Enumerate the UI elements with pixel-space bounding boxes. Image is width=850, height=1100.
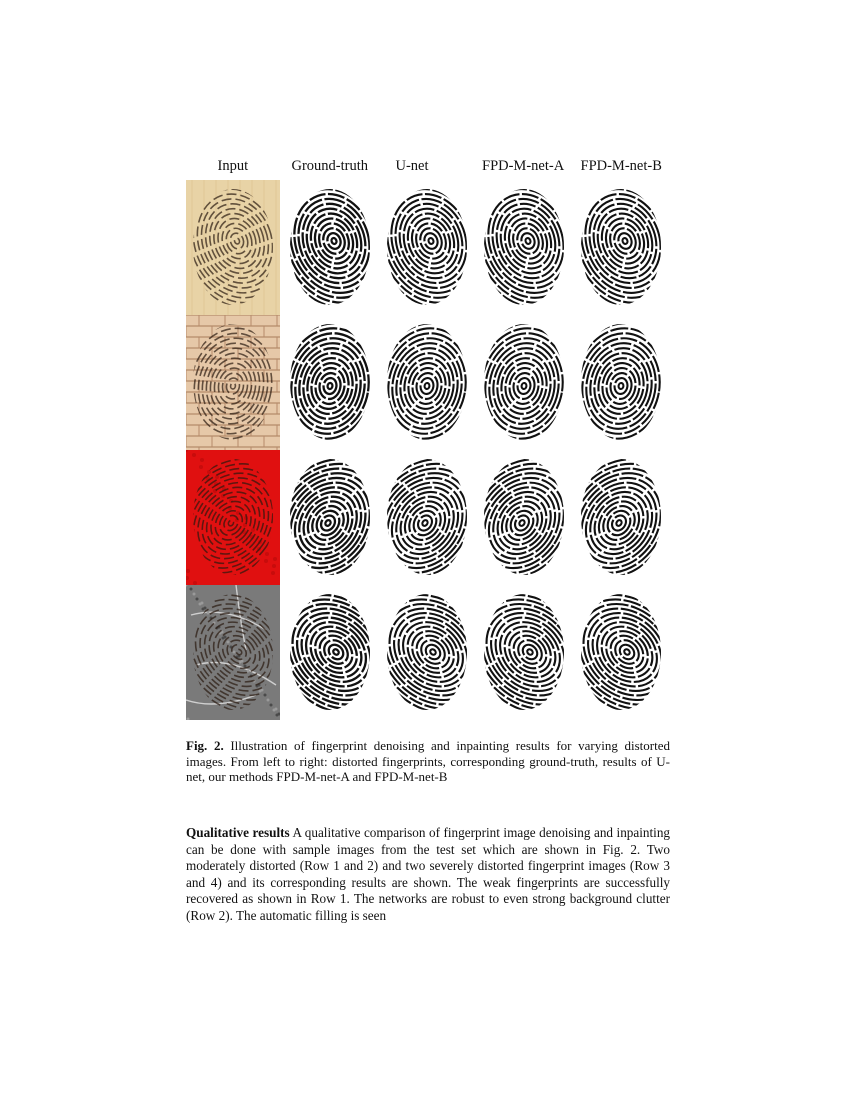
figure-cell-row2-ground-truth	[283, 315, 377, 450]
figure-cell-row4-ground-truth	[283, 585, 377, 720]
fingerprint-image	[477, 450, 571, 585]
figure-cell-row3-fpd-b	[574, 450, 668, 585]
fingerprint-image	[477, 315, 571, 450]
figure-caption-label: Fig. 2.	[186, 738, 224, 753]
figure-cell-row3-input	[186, 450, 280, 585]
figure-cell-row4-fpd-a	[477, 585, 571, 720]
figure-image-grid	[186, 180, 670, 720]
figure-cell-row2-fpd-a	[477, 315, 571, 450]
figure-cell-row1-fpd-b	[574, 180, 668, 315]
distorted-fingerprint-image	[186, 585, 280, 720]
fingerprint-image	[283, 585, 377, 720]
fingerprint-image	[477, 180, 571, 315]
fingerprint-image	[574, 315, 668, 450]
fingerprint-image	[283, 450, 377, 585]
figure-column-headers	[186, 158, 670, 180]
column-header-unet: U-net	[395, 158, 429, 174]
section-body: A qualitative comparison of fingerprint image denoising and inpainting can be done with sample images from the test set which are shown in Fig. 2. Two moderately distorted (Row 1 and 2) and two severely distorted fingerprint images (Row 3 and 4) and its corresponding results are shown. The weak fingerprints are successfully recovered as shown in Row 1. The networks are robust to even strong background clutter (Row 2). The automatic filling is seen	[186, 825, 671, 923]
figure-cell-row2-input	[186, 315, 280, 450]
fingerprint-image	[380, 180, 474, 315]
fingerprint-image	[380, 315, 474, 450]
fingerprint-image	[574, 450, 668, 585]
column-header-ground-truth: Ground-truth	[291, 158, 369, 174]
figure-cell-row4-unet	[380, 585, 474, 720]
figure-cell-row2-unet	[380, 315, 474, 450]
figure-cell-row1-fpd-a	[477, 180, 571, 315]
figure-cell-row4-fpd-b	[574, 585, 668, 720]
figure-caption-text: Illustration of fingerprint denoising and inpainting results for varying distorted images. From left to right: distorted fingerprints, corresponding ground-truth, results of U-net, our methods FPD-M-net-A and FPD-M-net-B	[186, 738, 670, 784]
qualitative-results-paragraph	[186, 825, 670, 924]
distorted-fingerprint-image	[186, 450, 280, 585]
distorted-fingerprint-image	[186, 180, 280, 315]
column-header-fpd-m-net-b: FPD-M-net-B	[580, 158, 662, 174]
fingerprint-image	[574, 180, 668, 315]
column-header-input: Input	[217, 158, 249, 174]
figure-cell-row3-ground-truth	[283, 450, 377, 585]
column-header-fpd-m-net-a: FPD-M-net-A	[482, 158, 565, 174]
fingerprint-image	[380, 585, 474, 720]
fingerprint-image	[283, 180, 377, 315]
distorted-fingerprint-image	[186, 315, 280, 450]
fingerprint-image	[283, 315, 377, 450]
section-heading: Qualitative results	[186, 825, 290, 840]
figure-cell-row2-fpd-b	[574, 315, 668, 450]
figure-cell-row1-ground-truth	[283, 180, 377, 315]
figure-cell-row4-input	[186, 585, 280, 720]
figure-cell-row3-fpd-a	[477, 450, 571, 585]
fingerprint-image	[380, 450, 474, 585]
figure-caption	[186, 738, 670, 785]
figure-cell-row1-input	[186, 180, 280, 315]
fingerprint-image	[574, 585, 668, 720]
fingerprint-image	[477, 585, 571, 720]
figure-cell-row1-unet	[380, 180, 474, 315]
figure-cell-row3-unet	[380, 450, 474, 585]
